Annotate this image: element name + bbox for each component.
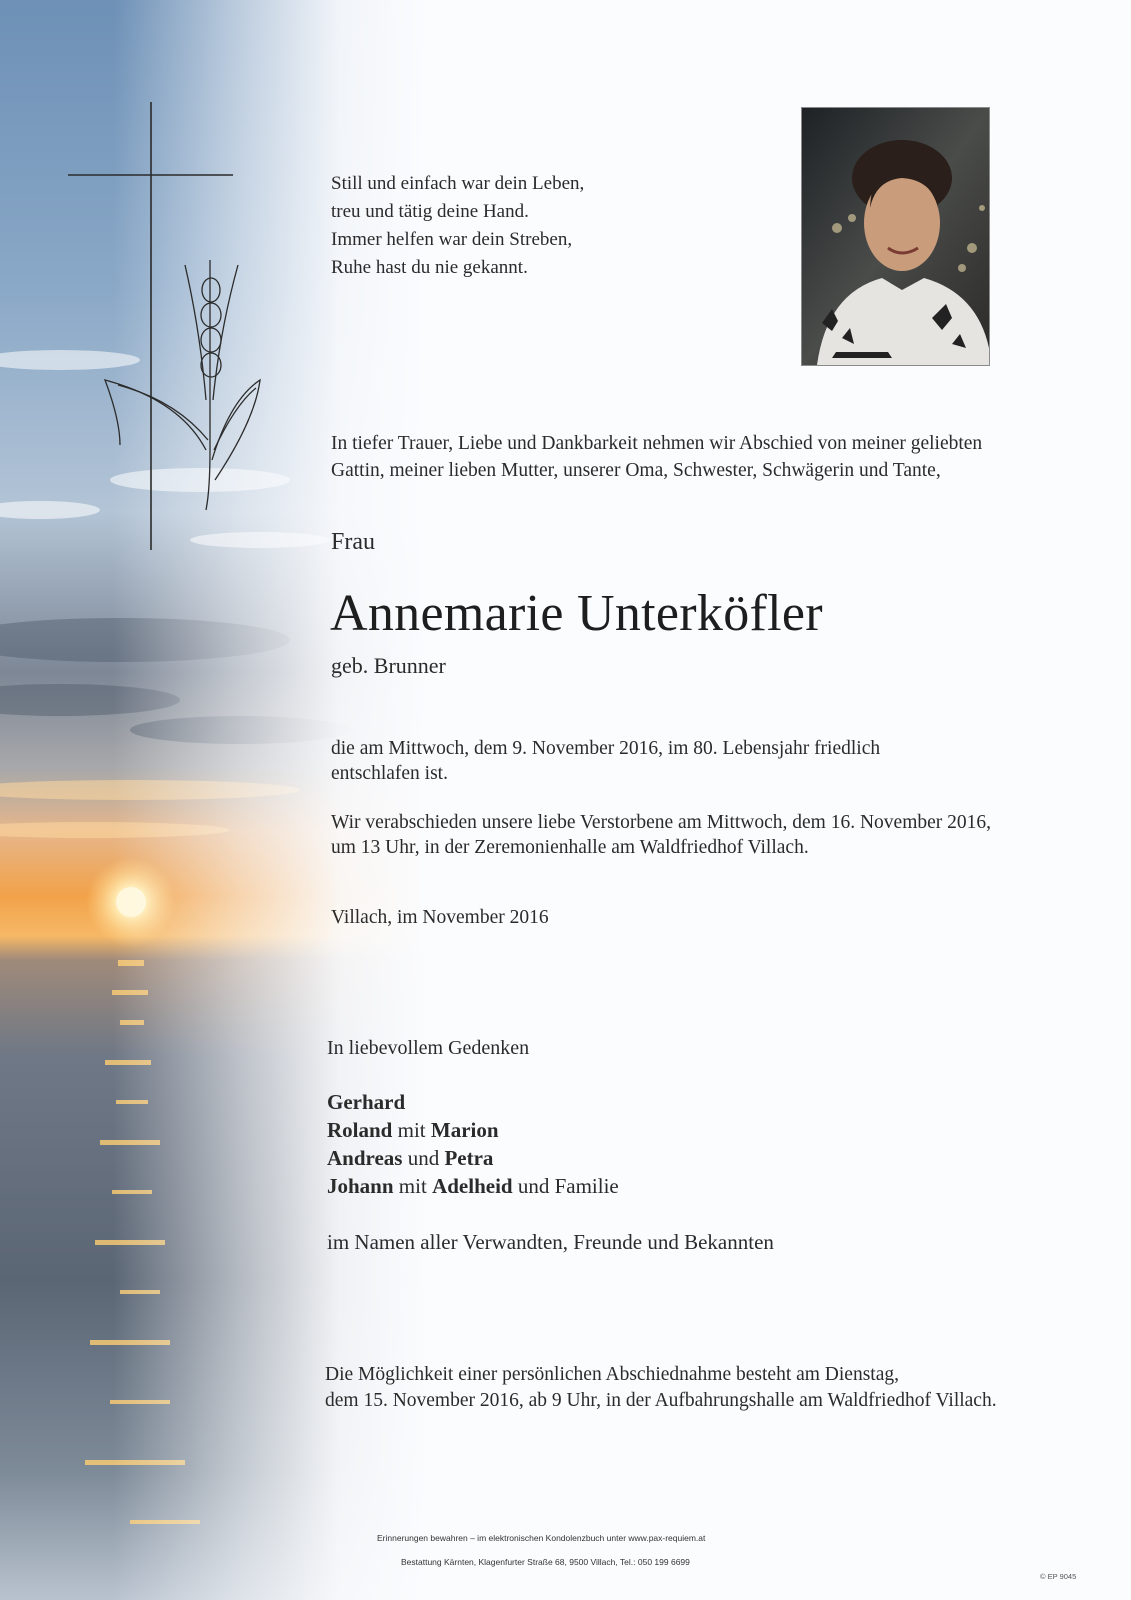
poem-line: Immer helfen war dein Streben, — [331, 229, 573, 250]
intro-text — [331, 430, 982, 484]
mourner-name: Petra — [444, 1146, 494, 1170]
cross-wheat-symbol — [60, 100, 280, 560]
portrait-photo — [801, 107, 990, 366]
connector: mit — [393, 1174, 433, 1198]
poem-line: Ruhe hast du nie gekannt. — [331, 257, 528, 278]
wheat-ear-icon — [105, 260, 260, 510]
poem — [331, 170, 584, 282]
mourner-name: Adelheid — [432, 1174, 513, 1198]
intro-line: Gattin, meiner lieben Mutter, unserer Oma, Schwester, Schwägerin und Tante, — [331, 460, 941, 481]
intro-line: In tiefer Trauer, Liebe und Dankbarkeit nehmen wir Abschied von meiner geliebten — [331, 433, 983, 454]
funeral-notice-line: Wir verabschieden unsere liebe Verstorbene am Mittwoch, dem 16. November 2016, — [331, 812, 992, 833]
copyright-code: © EP 9045 — [1040, 1572, 1077, 1581]
funeral-notice-line: um 13 Uhr, in der Zeremonienhalle am Waldfriedhof Villach. — [331, 837, 809, 858]
mourner-line — [327, 1144, 619, 1172]
mourners-list — [327, 1088, 619, 1200]
condolence-footer: Erinnerungen bewahren – im elektronischen Kondolenzbuch unter www.pax-requiem.at — [377, 1533, 706, 1543]
mourner-name: Andreas — [327, 1146, 403, 1170]
salutation: Frau — [331, 529, 375, 555]
poem-line: Still und einfach war dein Leben, — [331, 173, 585, 194]
mourner-name: Gerhard — [327, 1090, 406, 1114]
funeral-notice — [331, 810, 991, 860]
memory-heading: In liebevollem Gedenken — [327, 1037, 530, 1059]
mourner-name: Johann — [327, 1174, 394, 1198]
viewing-notice-line: dem 15. November 2016, ab 9 Uhr, in der Aufbahrungshalle am Waldfriedhof Villach. — [325, 1390, 997, 1411]
connector: mit — [392, 1118, 431, 1142]
mourner-name: Roland — [327, 1118, 393, 1142]
connector: und — [402, 1146, 445, 1170]
mourner-line — [327, 1088, 619, 1116]
mourner-line — [327, 1116, 619, 1144]
viewing-notice-line: Die Möglichkeit einer persönlichen Abschiednahme besteht am Dienstag, — [325, 1364, 900, 1385]
connector: und Familie — [512, 1174, 619, 1198]
relatives-line: im Namen aller Verwandten, Freunde und Bekannten — [327, 1230, 774, 1254]
viewing-notice — [325, 1362, 997, 1414]
company-footer: Bestattung Kärnten, Klagenfurter Straße 68, 9500 Villach, Tel.: 050 199 6699 — [401, 1557, 690, 1567]
place-date: Villach, im November 2016 — [331, 907, 549, 928]
deceased-name: Annemarie Unterköfler — [330, 585, 823, 642]
death-notice-line: die am Mittwoch, dem 9. November 2016, im 80. Lebensjahr friedlich — [331, 738, 881, 759]
mourner-line — [327, 1172, 619, 1200]
poem-line: treu und tätig deine Hand. — [331, 201, 529, 222]
maiden-name: geb. Brunner — [331, 653, 446, 678]
death-notice — [331, 736, 880, 786]
mourner-name: Marion — [430, 1118, 499, 1142]
death-notice-line: entschlafen ist. — [331, 763, 448, 784]
